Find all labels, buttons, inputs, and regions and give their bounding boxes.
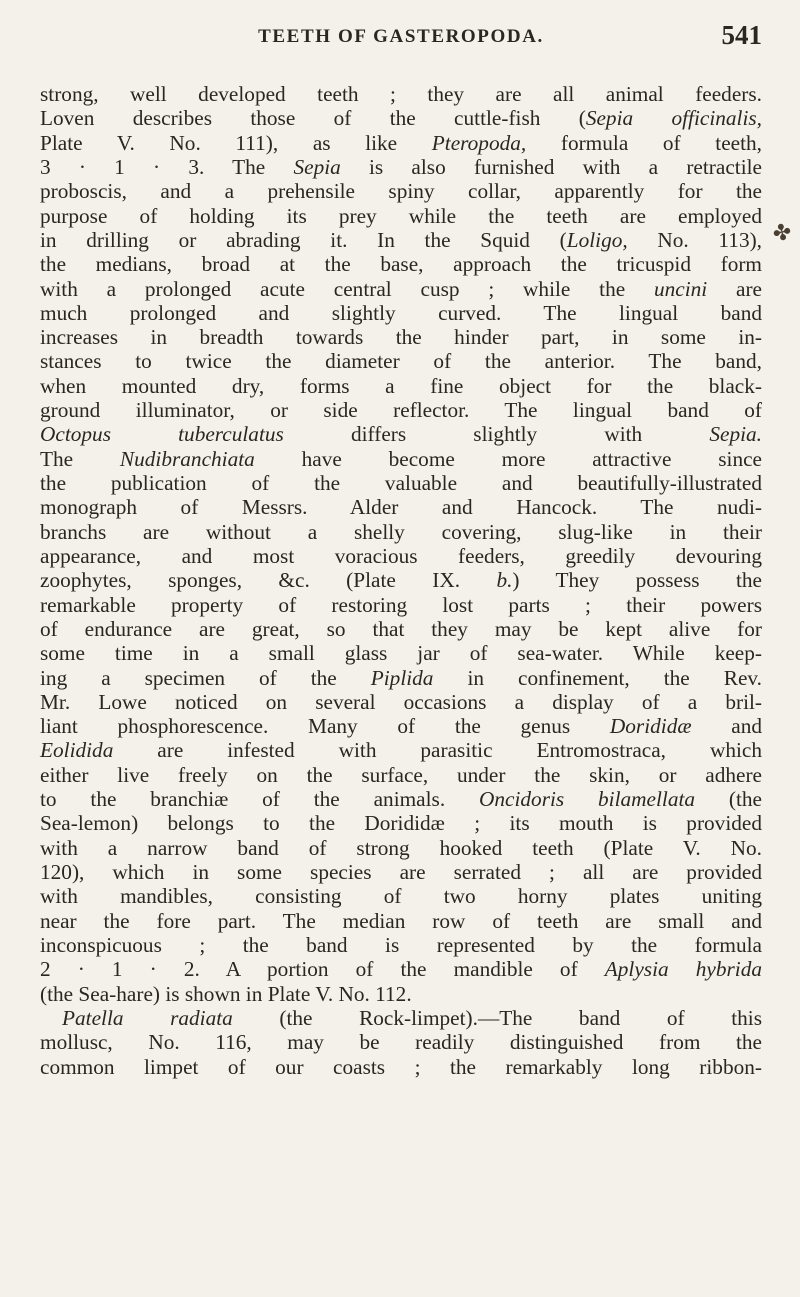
- text-line: [40, 106, 762, 130]
- text-line: [40, 349, 762, 373]
- text-line: [40, 325, 762, 349]
- text-line: [40, 763, 762, 787]
- text-run: liant phosphorescence. Many of the genus: [40, 714, 610, 739]
- text-run: Mr. Lowe noticed on several occasions a display of a bril-: [40, 689, 762, 714]
- text-run: remarkable property of restoring lost parts ; their powers: [40, 592, 762, 617]
- text-run: 2 · 1 · 2. A portion of the mandible of: [40, 957, 605, 982]
- text-run: strong, well developed teeth ; they are all animal feeders.: [40, 82, 762, 106]
- text-line: [40, 228, 762, 252]
- text-line: [40, 1030, 762, 1054]
- italic-run: Dorididæ: [609, 714, 692, 739]
- italic-run: Sepia: [293, 154, 341, 179]
- italic-run: b.: [496, 568, 513, 593]
- text-line: [40, 447, 762, 471]
- text-run: are infested with parasitic Entromostraca, which: [113, 738, 762, 763]
- italic-run: Eolidida: [40, 738, 114, 763]
- text-line: [40, 714, 762, 738]
- text-run: The: [40, 446, 120, 471]
- text-line: [40, 179, 762, 203]
- text-run: in drilling or abrading it. In the Squid (: [40, 227, 567, 252]
- text-run: is also furnished with a retractile: [340, 154, 763, 179]
- text-line: [40, 811, 762, 835]
- text-run: zoophytes, sponges, &c. (Plate IX.: [40, 568, 497, 593]
- text-run: either live freely on the surface, under the skin, or adhere: [40, 762, 762, 787]
- text-line: [40, 884, 762, 908]
- text-run: purpose of holding its prey while the teeth are employed: [40, 203, 762, 228]
- italic-run: Sepia officinalis,: [585, 106, 762, 131]
- text-run: with mandibles, consisting of two horny plates uniting: [40, 884, 762, 909]
- text-run: monograph of Messrs. Alder and Hancock. The nudi-: [40, 495, 762, 520]
- italic-run: Pteropoda,: [431, 130, 527, 155]
- text-run: differs slightly with: [283, 422, 710, 447]
- text-line: [40, 933, 762, 957]
- text-line: [40, 836, 762, 860]
- text-line: [40, 593, 762, 617]
- text-line: [40, 1006, 762, 1030]
- text-line: [40, 957, 762, 981]
- text-run: some time in a small glass jar of sea-water. While keep-: [40, 641, 762, 666]
- italic-run: Patella radiata: [62, 1005, 233, 1030]
- text-run: when mounted dry, forms a fine object for the black-: [40, 373, 762, 398]
- text-run: 120), which in some species are serrated ; all are provided: [40, 860, 762, 884]
- text-line: [40, 544, 762, 568]
- text-line: [40, 301, 762, 325]
- text-line: [40, 982, 762, 1006]
- text-line: [40, 374, 762, 398]
- text-run: proboscis, and a prehensile spiny collar, apparently for the: [40, 179, 762, 204]
- text-line: [40, 787, 762, 811]
- italic-run: Piplida: [370, 665, 434, 690]
- text-run: common limpet of our coasts ; the remarkably long ribbon-: [40, 1054, 762, 1079]
- text-run: (the Sea-hare) is shown in Plate V. No. 112.: [40, 981, 412, 1006]
- text-run: mollusc, No. 116, may be readily distinguished from the: [40, 1030, 762, 1055]
- text-run: of endurance are great, so that they may be kept alive for: [40, 616, 762, 641]
- text-line: [40, 82, 762, 106]
- text-run: much prolonged and slightly curved. The lingual band: [40, 300, 762, 325]
- text-run: inconspicuous ; the band is represented by the formula: [40, 932, 762, 957]
- text-run: the publication of the valuable and beautifully-illustrated: [40, 471, 762, 495]
- text-run: appearance, and most voracious feeders, greedily devouring: [40, 543, 762, 568]
- text-run: branchs are without a shelly covering, slug-like in their: [40, 519, 762, 544]
- text-run: 3 · 1 · 3. The: [40, 154, 294, 179]
- running-title: TEETH OF GASTEROPODA.: [258, 26, 544, 47]
- text-line: [40, 155, 762, 179]
- italic-run: Sepia.: [709, 422, 762, 447]
- text-run: with a prolonged acute central cusp ; while the: [40, 276, 654, 301]
- text-run: and: [691, 714, 762, 739]
- italic-run: uncini: [653, 276, 708, 301]
- text-run: to the branchiæ of the animals.: [40, 787, 479, 812]
- text-run: (the Rock-limpet).—The band of this: [232, 1005, 762, 1030]
- text-line: [40, 1055, 762, 1079]
- italic-run: Nudibranchiata: [119, 446, 255, 471]
- text-run: Plate V. No. 111), as like: [40, 130, 432, 155]
- italic-run: Loligo,: [566, 227, 628, 252]
- text-run: are: [707, 276, 762, 301]
- text-run: formula of teeth,: [526, 130, 762, 155]
- text-run: ) They possess the: [512, 568, 763, 593]
- margin-ornament-mark: ✤: [770, 218, 794, 247]
- text-line: [40, 252, 762, 276]
- text-line: [40, 909, 762, 933]
- text-line: [40, 617, 762, 641]
- text-line: [40, 131, 762, 155]
- text-run: the medians, broad at the base, approach the tricuspid form: [40, 252, 762, 277]
- text-line: [40, 520, 762, 544]
- text-run: near the fore part. The median row of teeth are small and: [40, 908, 762, 933]
- text-run: Loven describes those of the cuttle-fish (: [40, 106, 586, 131]
- text-run: (the: [695, 787, 762, 812]
- text-run: increases in breadth towards the hinder part, in some in-: [40, 325, 762, 350]
- text-run: Sea-lemon) belongs to the Dorididæ ; its mouth is provided: [40, 811, 762, 836]
- running-head: [40, 20, 762, 56]
- text-run: No. 113),: [627, 227, 763, 252]
- text-line: [40, 690, 762, 714]
- italic-run: Oncidoris bilamellata: [479, 787, 696, 812]
- text-run: have become more attractive since: [254, 446, 762, 471]
- italic-run: Aplysia hybrida: [604, 957, 762, 982]
- text-run: ground illuminator, or side reflector. The lingual band of: [40, 398, 762, 423]
- italic-run: Octopus tuberculatus: [40, 422, 284, 447]
- text-line: [40, 398, 762, 422]
- page-number: 541: [721, 20, 762, 50]
- text-line: [40, 641, 762, 665]
- text-run: ing a specimen of the: [40, 665, 371, 690]
- text-run: with a narrow band of strong hooked teeth (Plate V. No.: [40, 835, 762, 860]
- text-line: [40, 204, 762, 228]
- body-text: [40, 82, 762, 1079]
- text-run: in confinement, the Rev.: [433, 665, 762, 690]
- text-line: [40, 568, 762, 592]
- text-line: [40, 860, 762, 884]
- text-line: [40, 471, 762, 495]
- text-line: [40, 495, 762, 519]
- text-run: stances to twice the diameter of the anterior. The band,: [40, 349, 762, 374]
- text-line: [40, 277, 762, 301]
- text-line: [40, 738, 762, 762]
- text-line: [40, 422, 762, 446]
- text-line: [40, 666, 762, 690]
